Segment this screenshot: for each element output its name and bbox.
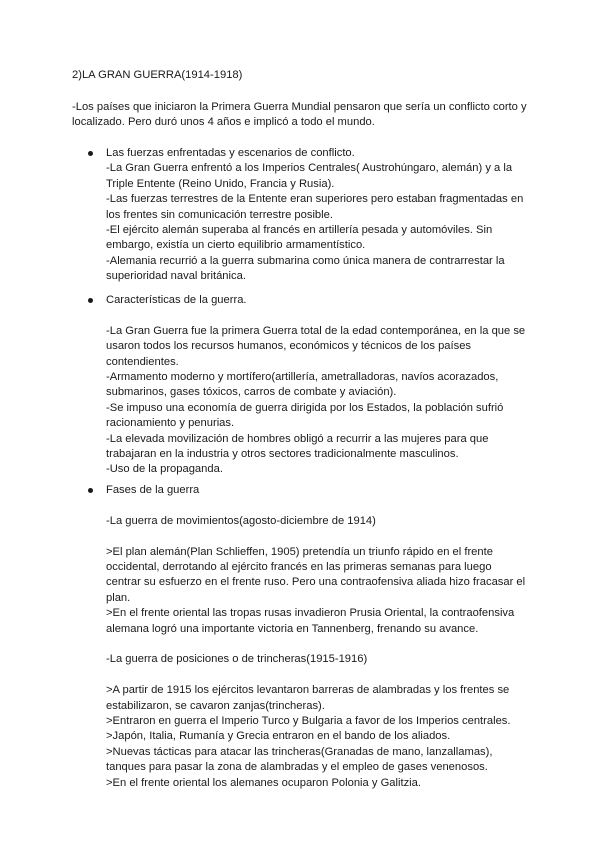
body-line: >Nuevas tácticas para atacar las trincheras(Granadas de mano, lanzallamas),	[106, 745, 493, 758]
section-characteristics	[88, 293, 548, 478]
intro-paragraph	[72, 100, 542, 131]
body-line: submarinos, gases tóxicos, carros de combate y aviación).	[106, 386, 397, 399]
body-line: >Entraron en guerra el Imperio Turco y Bulgaria a favor de los Imperios centrales.	[106, 715, 511, 728]
subheading-movements: -La guerra de movimientos(agosto-diciembre de 1914)	[106, 514, 376, 527]
body-line: -El ejército alemán superaba al francés en artillería pesada y automóviles. Sin	[106, 224, 493, 237]
section-heading-text: Características de la guerra.	[106, 294, 247, 306]
body-line: estabilizaron, se cavaron zanjas(trincheras).	[106, 699, 325, 712]
body-line: usaron todos los recursos humanos, económicos y técnicos de los países	[106, 340, 472, 353]
body-line: >En el frente oriental los alemanes ocuparon Polonia y Galitzia.	[106, 776, 421, 789]
body-line: contendientes.	[106, 355, 179, 368]
blank-line	[106, 668, 548, 683]
intro-line: -Los países que iniciaron la Primera Guerra Mundial pensaron que sería un conflicto corto y	[72, 101, 527, 113]
body-line: -La Gran Guerra enfrentó a los Imperios Centrales( Austrohúngaro, alemán) y a la	[106, 162, 513, 175]
body-line: >A partir de 1915 los ejércitos levantaron barreras de alambradas y los frentes se	[106, 684, 510, 697]
body-line: -La elevada movilización de hombres obligó a recurrir a las mujeres para que	[106, 432, 489, 445]
body-line: -Uso de la propaganda.	[106, 463, 223, 476]
section-phases	[88, 483, 548, 791]
bullet-icon	[88, 488, 93, 493]
bullet-icon	[88, 298, 93, 303]
body-line: -La Gran Guerra fue la primera Guerra total de la edad contemporánea, en la que se	[106, 324, 526, 337]
blank-line	[106, 637, 548, 652]
body-line: alemana logró una importante victoria en Tannenberg, frenando su avance.	[106, 622, 479, 635]
body-line: -Se impuso una economía de guerra dirigida por los Estados, la población sufrió	[106, 401, 504, 414]
body-line: >El plan alemán(Plan Schlieffen, 1905) pretendía un triunfo rápido en el frente	[106, 545, 493, 558]
page-title: 2)LA GRAN GUERRA(1914-1918)	[72, 69, 243, 81]
subheading-trenches: -La guerra de posiciones o de trincheras(1915-1916)	[106, 653, 368, 666]
intro-line: localizado. Pero duró unos 4 años e implicó a todo el mundo.	[72, 116, 375, 129]
body-line: superioridad naval británica.	[106, 270, 246, 283]
body-line: plan.	[106, 591, 131, 604]
body-line: occidental, derrotando al ejército francés en las primeras semanas para luego	[106, 561, 492, 573]
section-heading-text: Las fuerzas enfrentadas y escenarios de conflicto.	[106, 147, 355, 159]
body-line: racionamiento y penurias.	[106, 417, 235, 430]
blank-line	[106, 308, 548, 323]
section-heading	[88, 146, 548, 161]
body-line: trabajaran en la industria y otros sectores tradicionalmente masculinos.	[106, 448, 459, 461]
section-body	[88, 308, 548, 477]
body-line: embargo, existía un cierto equilibrio armamentístico.	[106, 239, 366, 252]
body-line: >En el frente oriental las tropas rusas invadieron Prusia Oriental, la contraofensiva	[106, 607, 515, 620]
section-body	[88, 161, 548, 284]
body-line: los frentes sin comunicación terrestre posible.	[106, 208, 333, 221]
section-forces	[88, 146, 548, 285]
body-line: Triple Entente (Reino Unido, Francia y Rusia).	[106, 177, 335, 190]
body-line: -Las fuerzas terrestres de la Entente eran superiores pero estaban fragmentadas en	[106, 193, 524, 206]
blank-line	[106, 529, 548, 544]
body-line: -Alemania recurrió a la guerra submarina como única manera de contrarrestar la	[106, 254, 505, 267]
section-heading-text: Fases de la guerra	[106, 484, 200, 496]
body-line: centrar su esfuerzo en el frente ruso. Pero una contraofensiva aliada hizo fracasar el	[106, 576, 526, 589]
bullet-icon	[88, 151, 93, 156]
body-line: >Japón, Italia, Rumanía y Grecia entraron en el bando de los aliados.	[106, 730, 451, 743]
section-body	[88, 498, 548, 791]
body-line: tanques para pasar la zona de alambradas y el empleo de gases venenosos.	[106, 761, 488, 774]
body-line: -Armamento moderno y mortífero(artillería, ametralladoras, navíos acorazados,	[106, 371, 499, 384]
section-heading	[88, 483, 548, 498]
section-heading	[88, 293, 548, 308]
blank-line	[106, 498, 548, 513]
